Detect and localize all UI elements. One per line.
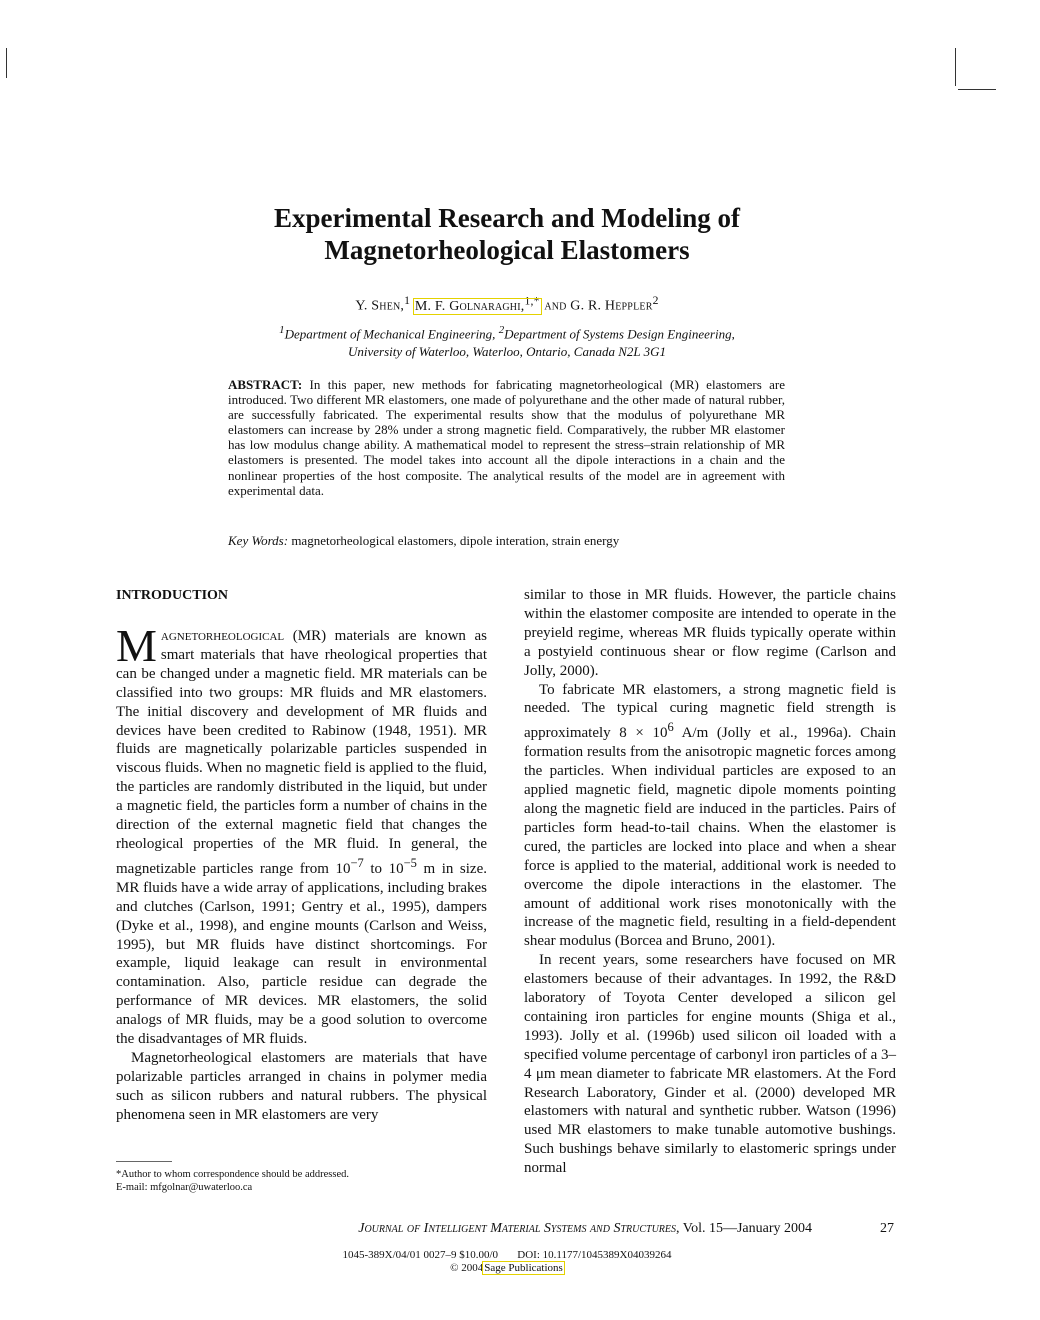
intro-first-word: agnetorheological xyxy=(160,628,285,644)
right-paragraph-2 xyxy=(524,681,896,952)
affil-marker-2: 2 xyxy=(498,324,505,336)
right-p2-part-b: A/m (Jolly et al., 1996a). Chain formation results from the anisotropic magnetic forces among the particles. When individual particles are exposed to an applied magnetic field, magnetic dipole moments pointing along the magnetic field are induced in the particles. Pairs of particles form head-to-tail chains. When the elastomer is cured, the particles are locked into place and when a shear force is applied to the material, additional work is needed to overcome the dipole interactions in the elastomer. The amount of additional work rises monotonically with the increase of the magnetic field, resulting in a field-dependent shear modulus (Borcea and Bruno, 2001). xyxy=(524,725,896,950)
abstract-label: ABSTRACT: xyxy=(228,377,303,392)
affil-marker-1: 1 xyxy=(279,324,285,336)
author-and: and xyxy=(544,298,567,314)
page-number: 27 xyxy=(880,1221,894,1236)
doi[interactable]: DOI: 10.1177/1045389X04039264 xyxy=(517,1249,672,1261)
footnote-rule xyxy=(116,1161,172,1162)
left-column xyxy=(116,587,487,1125)
publication-codes xyxy=(0,1249,1014,1275)
journal-volume: , Vol. 15—January 2004 xyxy=(676,1221,812,1236)
crop-mark-right-vertical xyxy=(955,48,956,86)
copyright: © 2004 xyxy=(450,1262,484,1274)
keywords-label: Key Words: xyxy=(228,533,289,548)
affiliation-line-1 xyxy=(0,321,1014,343)
author-heppler-affil: 2 xyxy=(652,294,659,307)
right-column xyxy=(524,586,896,1178)
drop-cap: M xyxy=(116,620,157,671)
affiliations xyxy=(0,321,1014,361)
intro-p1-part-a: (MR) materials are known as smart materials that have rheological properties that can be changed under a magnetic field. MR materials can be classified into two groups: MR fluids and MR elastomers. The initial discovery and development of MR fluids and devices have been credited to Rabinow (1948, 1951). MR fluids are magnetically polarizable particles suspended in viscous fluids. When no magnetic field is applied to the fluid, the particles are randomly distributed in the liquid, but under a magnetic field, the particles form a number of chains in the direction of the external magnetic field that changes the rheological properties of the MR fluid. In general, the magnetizable particles range from 10 xyxy=(116,628,488,877)
publisher-link[interactable]: Sage Publications xyxy=(484,1262,563,1274)
author-golnaraghi[interactable] xyxy=(414,294,541,314)
author-heppler: G. R. Heppler xyxy=(570,298,653,314)
author-golnaraghi-affil: 1,* xyxy=(524,294,540,307)
intro-p1-part-b: to 10 xyxy=(370,860,404,877)
abstract xyxy=(228,377,785,498)
exponent-1: −7 xyxy=(350,855,364,870)
right-p2-part-a: To fabricate MR elastomers, a strong magnetic field is needed. The typical curing magnetic field strength is approximately 8 × 10 xyxy=(524,681,896,742)
right-paragraph-1: similar to those in MR fluids. However, the particle chains within the elastomer composite are intended to operate in the preyield regime, whereas MR fluids typically operate within a postyield continuous shear or flow regime (Carlson and Jolly, 2000). xyxy=(524,587,896,679)
exponent-3: 6 xyxy=(667,720,674,735)
codes-line-1 xyxy=(0,1249,1014,1262)
right-paragraph-3: In recent years, some researchers have focused on MR elastomers because of their advantages. In 1992, the R&D laboratory of Toyota Center developed a silicon gel containing iron particles for engine mounts (Shiga et al., 1993). Jolly et al. (1996b) used silicon oil loaded with a specified volume percentage of carbonyl iron particles of a 3–4 μm mean diameter to fabricate MR elastomers. At the Ford Research Laboratory, Ginder et al. (2000) developed MR elastomers with natural and synthetic rubber. Watson (1996) used MR elastomers to make tunable automotive bushings. Such bushings behave similarly to elastomeric springs under normal xyxy=(524,952,896,1177)
title-line-2: Magnetorheological Elastomers xyxy=(324,235,690,265)
footnote xyxy=(116,1168,496,1194)
intro-p1-part-c: m in size. MR fluids have a wide array of applications, including brakes and clutches (Carlson, 1991; Gentry et al., 1995), dampers (Dyke et al., 1998), and engine mounts (Carlson and Weiss, 1995), but MR fluids have distinct shortcomings. For example, liquid leakage can result in environmental contamination. Also, particle residue can degrade the performance of MR devices. MR elastomers, the solid analogs of MR fluids, may be a good solution to overcome the disadvantages of MR fluids. xyxy=(116,860,487,1048)
footnote-correspondence: *Author to whom correspondence should be addressed. xyxy=(116,1169,349,1180)
abstract-text: In this paper, new methods for fabricating magnetorheological (MR) elastomers are introduced. Two different MR elastomers, one made of polyurethane and the other made of natural rubber, are successfully fabricated. The experimental results show that the modulus of polyurethane MR elastomers can increase by 28% under a strong magnetic field. Comparatively, the rubber MR elastomer has low modulus change ability. A mathematical model to represent the stress–strain relationship of MR elastomers is presented. The model takes into account all the dipole interactions in a chain and the nonlinear properties of the host composite. The analytical results of the model are in agreement with experimental data. xyxy=(228,377,785,498)
author-shen-affil: 1 xyxy=(404,294,411,307)
paper-title xyxy=(0,202,1014,266)
journal-name: Journal of Intelligent Material Systems and Structures xyxy=(358,1221,677,1236)
keywords xyxy=(228,533,785,549)
section-heading-introduction: INTRODUCTION xyxy=(116,588,229,603)
author-list xyxy=(0,294,1014,315)
author-shen: Y. Shen, xyxy=(355,298,405,314)
title-line-1: Experimental Research and Modeling of xyxy=(274,203,740,233)
affiliation-line-2: University of Waterloo, Waterloo, Ontario, Canada N2L 3G1 xyxy=(347,344,667,360)
intro-paragraph-1 xyxy=(116,620,488,1049)
intro-paragraph-2: Magnetorheological elastomers are materials that have polarizable particles arranged in chains in polymer media such as silicon rubbers and natural rubbers. The physical phenomena seen in MR elastomers are very xyxy=(116,1049,487,1123)
codes-line-2 xyxy=(0,1262,1014,1275)
author-golnaraghi-name: M. F. Golnaraghi, xyxy=(414,298,525,314)
issn-code: 1045-389X/04/01 0027–9 $10.00/0 xyxy=(342,1249,499,1261)
footnote-email: E-mail: mfgolnar@uwaterloo.ca xyxy=(116,1182,253,1193)
crop-mark-right-horizontal xyxy=(958,89,996,90)
affil-dept-2: Department of Systems Design Engineering, xyxy=(504,326,735,342)
crop-mark-left xyxy=(6,48,7,78)
exponent-2: −5 xyxy=(403,855,417,870)
journal-footer xyxy=(200,1221,812,1237)
keywords-text: magnetorheological elastomers, dipole interation, strain energy xyxy=(291,533,620,548)
affil-dept-1: Department of Mechanical Engineering, xyxy=(284,326,496,342)
